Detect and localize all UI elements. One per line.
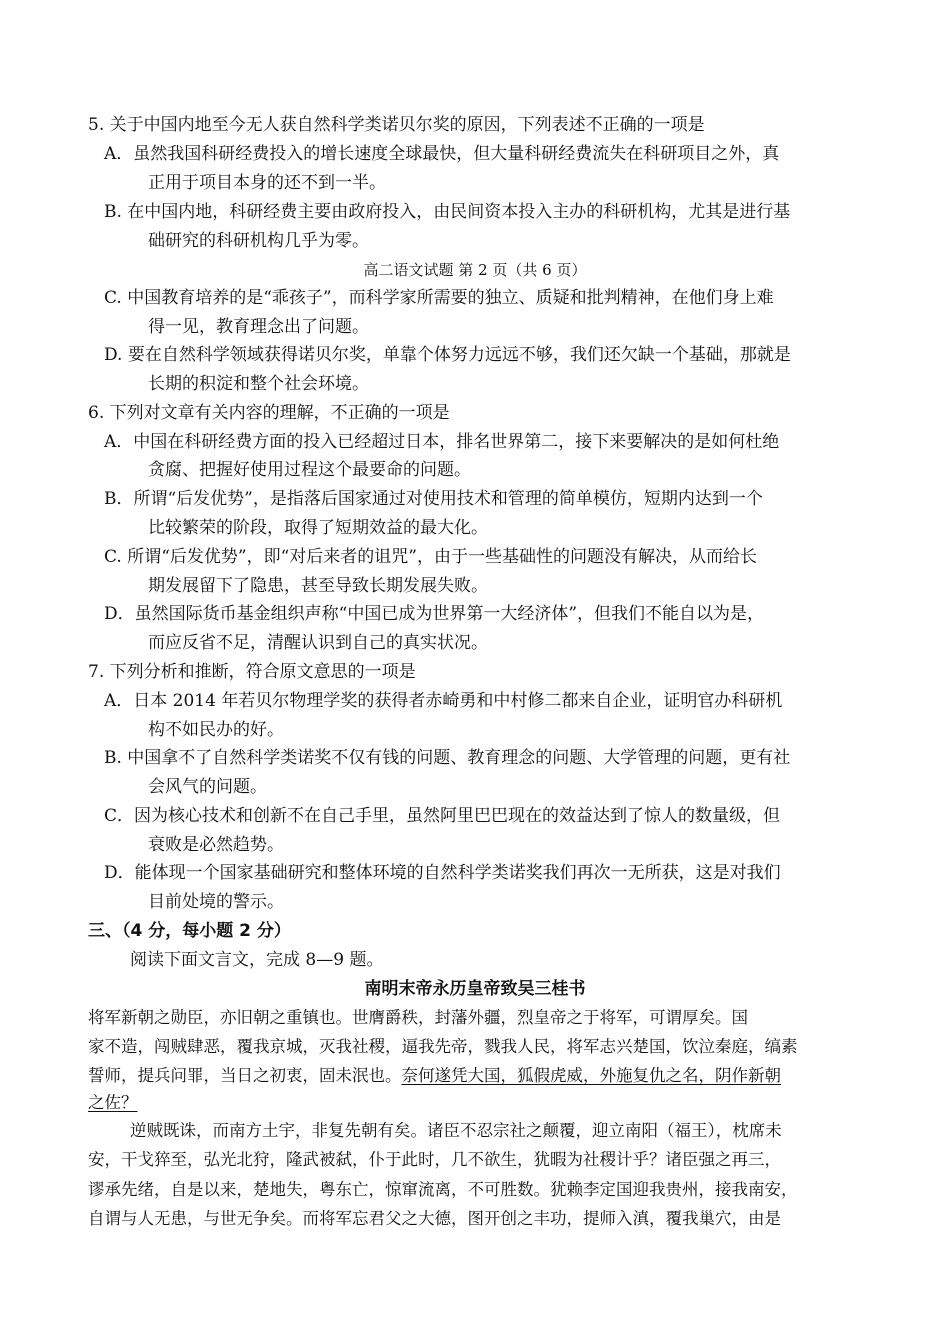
underlined-sentence: 奈何遂凭大国，狐假虎威，外施复仇之名，阴作新朝 bbox=[401, 1066, 781, 1085]
q7-option-d-cont: 目前处境的警示。 bbox=[148, 892, 284, 912]
q6-option-d-cont: 而应反省不足，清醒认识到自己的真实状况。 bbox=[148, 633, 488, 653]
q7-option-b: B. 中国拿不了自然科学类诺奖不仅有钱的问题、教育理念的问题、大学管理的问题，更有社 bbox=[104, 748, 791, 768]
q6-option-b-cont: 比较繁荣的阶段，取得了短期效益的最大化。 bbox=[148, 518, 488, 538]
q6-stem: 6. 下列对文章有关内容的理解，不正确的一项是 bbox=[88, 403, 450, 423]
q7-option-c: C．因为核心技术和创新不在自己手里，虽然阿里巴巴现在的效益达到了惊人的数量级，但 bbox=[104, 806, 781, 826]
passage-line-2: 家不造，闯贼肆恶，覆我京城，灭我社稷，逼我先帝，戮我人民，将军志兴楚国，饮泣秦庭，缟素 bbox=[88, 1037, 798, 1056]
q6-option-a-cont: 贪腐、把握好使用过程这个最要命的问题。 bbox=[148, 460, 471, 480]
q5-option-b: B. 在中国内地，科研经费主要由政府投入，由民间资本投入主办的科研机构，尤其是进行基 bbox=[104, 202, 791, 222]
q7-option-d: D．能体现一个国家基础研究和整体环境的自然科学类诺奖我们再次一无所获，这是对我们 bbox=[104, 863, 781, 883]
q7-option-a-cont: 构不如民办的好。 bbox=[148, 720, 284, 740]
q5-option-a: A．虽然我国科研经费投入的增长速度全球最快，但大量科研经费流失在科研项目之外，真 bbox=[104, 144, 780, 164]
section-heading: 三、（4 分，每小题 2 分） bbox=[88, 921, 291, 941]
section-intro: 阅读下面文言文，完成 8—9 题。 bbox=[130, 950, 384, 970]
q6-option-a: A．中国在科研经费方面的投入已经超过日本，排名世界第二，接下来要解决的是如何杜绝 bbox=[104, 432, 780, 452]
q5-option-b-cont: 础研究的科研机构几乎为零。 bbox=[148, 231, 369, 251]
passage-line-7: 谬承先绪，自是以来，楚地失，粤东亡，惊窜流离，不可胜数。犹赖李定国迎我贵州，接我南安， bbox=[88, 1180, 798, 1199]
q7-option-b-cont: 会风气的问题。 bbox=[148, 777, 267, 797]
passage-line-6: 安，干戈猝至，弘光北狩，隆武被弑，仆于此时，几不欲生，犹暇为社稷计乎？诸臣强之再三， bbox=[88, 1150, 781, 1169]
q5-option-d-cont: 长期的积淀和整个社会环境。 bbox=[148, 374, 369, 394]
q7-stem: 7. 下列分析和推断，符合原文意思的一项是 bbox=[88, 662, 416, 682]
passage-line-3 bbox=[88, 1066, 863, 1086]
q7-option-c-cont: 衰败是必然趋势。 bbox=[148, 835, 284, 855]
passage-title: 南明末帝永历皇帝致吴三桂书 bbox=[364, 979, 586, 999]
passage-line-3-plain: 誓师，提兵问罪，当日之初衷，固未泯也。 bbox=[88, 1066, 402, 1085]
q5-option-a-cont: 正用于项目本身的还不到一半。 bbox=[148, 173, 386, 193]
q7-option-a: A．日本 2014 年若贝尔物理学奖的获得者赤崎勇和中村修二都来自企业，证明官办科研机 bbox=[104, 691, 783, 711]
q6-option-b: B．所谓“后发优势”，是指落后国家通过对使用技术和管理的简单模仿，短期内达到一个 bbox=[104, 489, 763, 509]
q5-option-c: C. 中国教育培养的是“乖孩子”，而科学家所需要的独立、质疑和批判精神，在他们身上难 bbox=[104, 288, 774, 308]
q6-option-d: D．虽然国际货币基金组织声称“中国已成为世界第一大经济体”，但我们不能自以为是， bbox=[104, 604, 765, 624]
passage-line-4 bbox=[88, 1093, 863, 1113]
passage-line-8: 自谓与人无患，与世无争矣。而将军忘君父之大德，图开创之丰功，提师入滇，覆我巢穴，由是 bbox=[88, 1209, 781, 1228]
q5-stem: 5. 关于中国内地至今无人获自然科学类诺贝尔奖的原因，下列表述不正确的一项是 bbox=[88, 115, 705, 135]
q6-option-c-cont: 期发展留下了隐患，甚至导致长期发展失败。 bbox=[148, 576, 488, 596]
page-footer: 高二语文试题 第 2 页（共 6 页） bbox=[363, 261, 587, 279]
passage-line-1: 将军新朝之勋臣，亦旧朝之重镇也。世膺爵秩，封藩外疆，烈皇帝之于将军，可谓厚矣。国 bbox=[88, 1008, 748, 1027]
q6-option-c: C. 所谓“后发优势”，即“对后来者的诅咒”，由于一些基础性的问题没有解决，从而给长 bbox=[104, 547, 757, 567]
q5-option-d: D. 要在自然科学领域获得诺贝尔奖，单靠个体努力远远不够，我们还欠缺一个基础，那就是 bbox=[104, 345, 791, 365]
q5-option-c-cont: 得一见，教育理念出了问题。 bbox=[148, 317, 369, 337]
passage-line-5: 逆贼既诛，而南方土宇，非复先朝有矣。诸臣不忍宗社之颠覆，迎立南阳（福王），枕席未 bbox=[130, 1121, 782, 1140]
underlined-sentence-end: 之佐？ bbox=[88, 1093, 138, 1112]
